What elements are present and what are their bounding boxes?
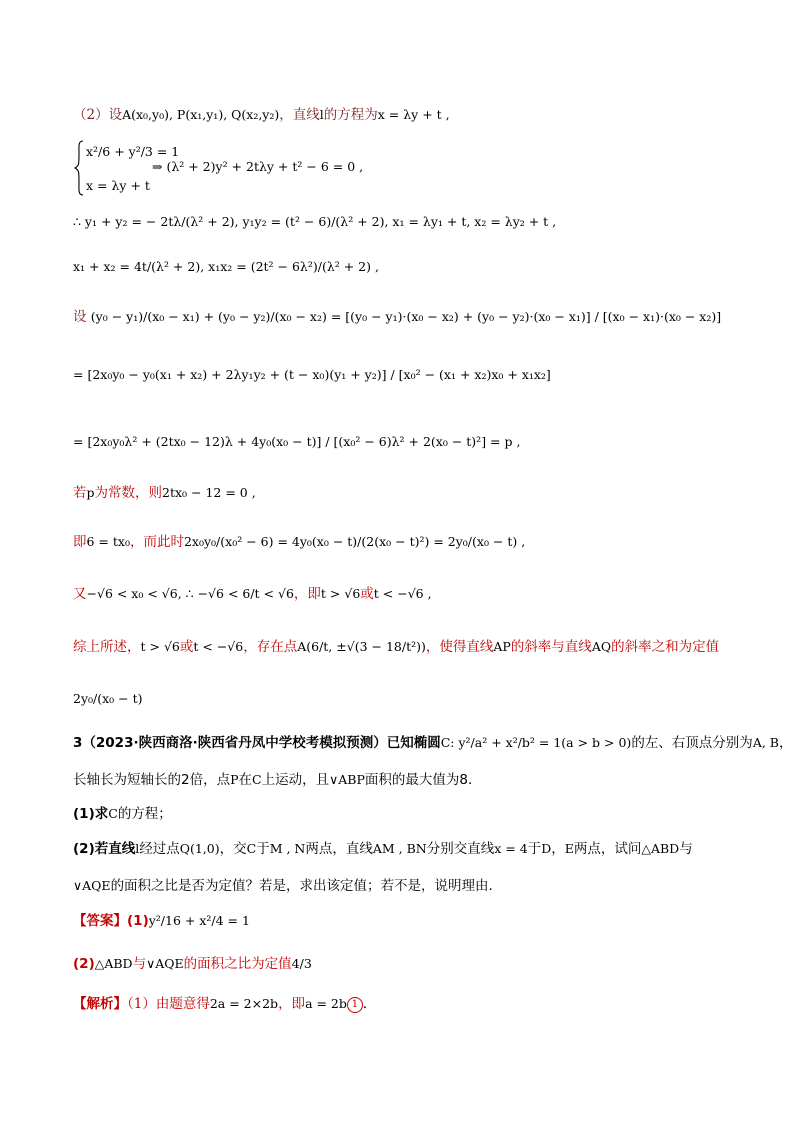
analysis-line-1: 【解析】（1）由题意得2a = 2×2b，即a = 2b 1 ． [73, 996, 377, 1012]
circled-number-1: 1 [347, 997, 363, 1013]
brace-icon [74, 140, 84, 196]
answer-line-2: (2)△ABD与∨AQE的面积之比为定值4/3 [73, 956, 312, 972]
part2-intro: （2）设A(x₀,y₀), P(x₁,y₁), Q(x₂,y₂)，直线l的方程为x = λy + t , [73, 107, 450, 123]
conclusion: 综上所述，t > √6或t < −√6，存在点A(6/t, ±√(3 − 18/t²))，使得直线AP的斜率与直线AQ的斜率之和为定值 [73, 639, 720, 655]
system-line-2: x = λy + t [86, 178, 150, 193]
vieta-x: x₁ + x₂ = 4t/(λ² + 2), x₁x₂ = (2t² − 6λ²)/(λ² + 2) , [73, 259, 379, 274]
slope-sum-step-3: = [2x₀y₀λ² + (2tx₀ − 12)λ + 4y₀(x₀ − t)] / [(x₀² − 6)λ² + 2(x₀ − t)²] = p , [73, 434, 521, 449]
problem-3-question-1: (1)求C的方程； [73, 806, 172, 822]
answer-line-1: 【答案】(1)y²/16 + x²/4 = 1 [73, 913, 250, 929]
problem-3-line-2: 长轴长为短轴长的2倍，点P在C上运动，且∨ABP面积的最大值为8． [73, 772, 482, 788]
system-line-1: x²/6 + y²/3 = 1 [86, 144, 180, 159]
conclusion-value: 2y₀/(x₀ − t) [73, 691, 143, 706]
constant-condition: 若p为常数，则2tx₀ − 12 = 0 , [73, 485, 256, 501]
vieta-y: ∴ y₁ + y₂ = − 2tλ/(λ² + 2), y₁y₂ = (t² − 6)/(λ² + 2), x₁ = λy₁ + t, x₂ = λy₂ + t , [73, 214, 557, 229]
problem-3-line-1: 3（2023·陕西商洛·陕西省丹凤中学校考模拟预测）已知椭圆C: y²/a² + x²/b² = 1(a > b > 0)的左、右顶点分别为A, B， [73, 735, 793, 751]
equation-system-brace [74, 140, 84, 201]
derived-equation: 即6 = tx₀，而此时2x₀y₀/(x₀² − 6) = 4y₀(x₀ − t)/(2(x₀ − t)²) = 2y₀/(x₀ − t) , [73, 534, 526, 550]
problem-3-question-2-cont: ∨AQE的面积之比是否为定值？若是，求出该定值；若不是，说明理由． [73, 878, 503, 894]
problem-3-question-2: (2)若直线l经过点Q(1,0)，交C于M , N两点，直线AM , BN分别交直线x = 4于D，E两点，试问△ABD与 [73, 841, 693, 857]
system-result: ⇒ (λ² + 2)y² + 2tλy + t² − 6 = 0 , [152, 159, 364, 174]
slope-sum-step-2: = [2x₀y₀ − y₀(x₁ + x₂) + 2λy₁y₂ + (t − x₀)(y₁ + y₂)] / [x₀² − (x₁ + x₂)x₀ + x₁x₂] [73, 367, 551, 382]
range-condition: 又−√6 < x₀ < √6, ∴ −√6 < 6/t < √6，即t > √6或t < −√6 , [73, 586, 432, 602]
slope-sum-definition: 设 (y₀ − y₁)/(x₀ − x₁) + (y₀ − y₂)/(x₀ − x₂) = [(y₀ − y₁)·(x₀ − x₂) + (y₀ − y₂)·(x₀ − x₁)] / [(x₀ − x₁)·(x₀ − x₂)] [73, 309, 722, 325]
